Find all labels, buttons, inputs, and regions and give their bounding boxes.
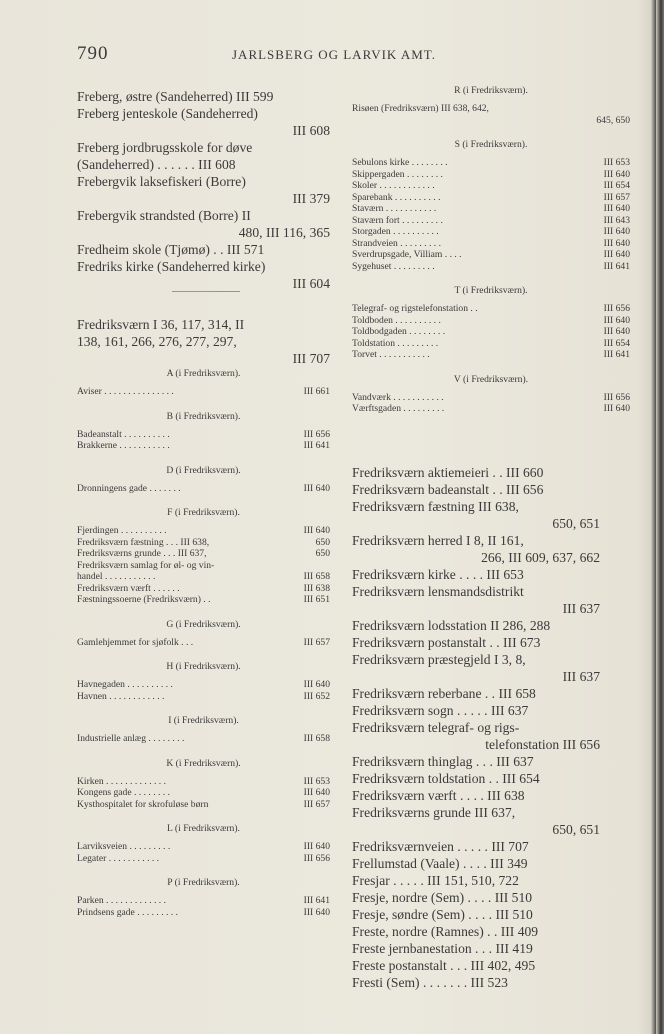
index-entry	[77, 122, 330, 139]
index-entry	[352, 753, 600, 770]
entry-text: Vandværk . . . . . . . . . . .	[352, 391, 444, 403]
index-entry	[352, 617, 600, 634]
street-entry	[77, 733, 330, 745]
index-entry	[352, 702, 600, 719]
letter-heading: R (i Fredriksværn).	[454, 85, 528, 96]
entry-text: Kysthospitalet for skrofuløse børn	[77, 798, 209, 810]
letter-heading: S (i Fredriksværn).	[454, 139, 528, 150]
street-entry	[352, 169, 630, 181]
street-entry	[352, 115, 630, 127]
entry-text: Frebergvik laksefiskeri (Borre)	[77, 174, 246, 189]
letter-section-entries	[352, 103, 630, 126]
letter-section-entries	[77, 733, 330, 745]
entry-text: Parken . . . . . . . . . . . . .	[77, 895, 166, 906]
index-entry	[77, 105, 330, 122]
entry-text: Prindsens gade . . . . . . . . .	[77, 906, 178, 918]
letter-section-entries	[77, 637, 330, 649]
entry-text: Fresje, søndre (Sem) . . . . III 510	[352, 907, 533, 922]
street-entry	[352, 226, 630, 238]
letter-heading: L (i Fredriksværn).	[167, 823, 240, 834]
index-entry	[77, 88, 330, 105]
letter-heading: V (i Fredriksværn).	[453, 373, 529, 385]
index-entry	[352, 498, 600, 515]
street-entry	[352, 103, 630, 115]
entry-reference: III 654	[603, 180, 630, 191]
fredriksvaern-street-index-left	[77, 356, 330, 918]
entry-reference: III 654	[603, 337, 630, 349]
index-entry	[352, 804, 600, 821]
entry-reference: III 658	[303, 571, 330, 582]
index-entry	[352, 770, 600, 787]
entry-reference: III 651	[303, 594, 330, 605]
index-entry	[352, 668, 600, 685]
entry-text: Fredriksværn præstegjeld I 3, 8,	[352, 652, 526, 667]
index-entry	[352, 906, 600, 923]
entry-reference: 650	[315, 548, 330, 559]
street-entry	[352, 215, 630, 227]
entry-text: Freberg jenteskole (Sandeherred)	[77, 106, 258, 121]
index-entry	[352, 583, 600, 600]
entry-text: Sebulons kirke . . . . . . . .	[352, 157, 448, 168]
street-entry	[77, 787, 330, 799]
street-entry	[352, 392, 630, 404]
entry-text: Kirken . . . . . . . . . . . . .	[77, 775, 166, 787]
street-entry	[352, 403, 630, 415]
letter-heading: G (i Fredriksværn).	[166, 618, 241, 630]
entry-text: Fredriksværn thinglag . . . III 637	[352, 754, 534, 769]
index-entry	[77, 333, 330, 350]
entry-text: Havnen . . . . . . . . . . . .	[77, 690, 165, 702]
entry-text: Fredriksværn værft . . . . . .	[77, 582, 180, 594]
entry-text: Fredriksværnveien . . . . . III 707	[352, 839, 529, 854]
entry-text: Fredriksværn postanstalt . . III 673	[352, 635, 541, 650]
letter-heading: T (i Fredriksværn).	[454, 285, 528, 296]
street-entry	[352, 326, 630, 338]
street-entry	[352, 261, 630, 273]
index-entry	[352, 719, 600, 736]
letter-section-entries	[77, 429, 330, 452]
street-entry	[352, 303, 630, 315]
page-edge	[656, 0, 664, 1034]
letter-section-entries	[77, 525, 330, 606]
street-entry	[352, 180, 630, 192]
entry-reference: III 658	[303, 733, 330, 744]
letter-section-entries	[77, 679, 330, 702]
left-entries-top	[77, 88, 330, 292]
entry-reference: III 657	[303, 636, 330, 648]
index-entry	[352, 736, 600, 753]
entry-reference: III 656	[603, 391, 630, 403]
entry-text: Frellumstad (Vaale) . . . . III 349	[352, 856, 528, 871]
index-entry	[352, 923, 600, 940]
entry-text: Legater . . . . . . . . . . .	[77, 852, 160, 864]
entry-reference: 645, 650	[596, 114, 630, 126]
entry-text: Freberg jordbrugsskole for døve	[77, 140, 253, 155]
street-entry	[77, 483, 330, 495]
letter-heading: P (i Fredriksværn).	[167, 877, 240, 888]
entry-reference: III 707	[292, 351, 330, 366]
entry-text: Fredriksværn telegraf- og rigs-	[352, 720, 520, 735]
entry-reference: III 640	[603, 249, 630, 260]
index-entry	[77, 275, 330, 292]
index-entry	[77, 156, 330, 173]
street-entry	[77, 386, 330, 398]
entry-text: 138, 161, 266, 276, 277, 297,	[77, 334, 237, 349]
entry-text: Toldboden . . . . . . . . . .	[352, 314, 441, 326]
street-entry	[352, 338, 630, 350]
entry-reference: III 637	[562, 669, 600, 684]
letter-heading: B (i Fredriksværn).	[166, 410, 241, 422]
running-header: JARLSBERG OG LARVIK AMT.	[232, 47, 437, 62]
entry-text: Fredriksværn kirke . . . . III 653	[352, 567, 524, 582]
index-entry	[77, 173, 330, 190]
street-entry	[77, 594, 330, 606]
index-entry	[352, 600, 600, 617]
entry-text: Fredriksværn I 36, 117, 314, II	[77, 317, 245, 332]
index-entry	[352, 957, 600, 974]
letter-section-entries	[77, 386, 330, 398]
street-entry	[77, 799, 330, 811]
entry-reference: III 652	[303, 690, 330, 702]
entry-text: (Sandeherred) . . . . . . III 608	[77, 157, 236, 172]
entry-reference: 266, III 609, 637, 662	[481, 550, 600, 565]
index-entry	[77, 207, 330, 224]
entry-reference: III 641	[603, 349, 630, 360]
street-entry	[352, 192, 630, 204]
entry-reference: III 653	[603, 157, 630, 168]
entry-text: Fredriksværn lodsstation II 286, 288	[352, 618, 551, 633]
entry-text: Fjerdingen . . . . . . . . . .	[77, 525, 167, 536]
entry-text: Skoler . . . . . . . . . . . .	[352, 180, 435, 191]
index-entry	[352, 481, 600, 498]
street-entry	[77, 841, 330, 853]
entry-text: Aviser . . . . . . . . . . . . . . .	[77, 386, 174, 397]
entry-reference: III 640	[603, 226, 630, 237]
entry-text: Gamlehjemmet for sjøfolk . . .	[77, 636, 194, 648]
entry-reference: III 640	[603, 203, 630, 214]
entry-reference: III 661	[303, 386, 330, 397]
entry-reference: 480, III 116, 365	[238, 225, 330, 240]
entry-text: Fredriksværn samlag for øl- og vin-	[77, 559, 215, 571]
entry-text: Freste postanstalt . . . III 402, 495	[352, 958, 536, 973]
entry-text: Fredriksværn sogn . . . . . III 637	[352, 703, 529, 718]
entry-text: Fredriksværns grunde . . . III 637,	[77, 548, 207, 559]
letter-heading: D (i Fredriksværn).	[166, 464, 241, 476]
entry-reference: III 640	[303, 525, 330, 536]
street-entry	[77, 853, 330, 865]
letter-heading: K (i Fredriksværn).	[166, 757, 241, 769]
entry-text: Fredriksværn aktiemeieri . . III 660	[352, 465, 544, 480]
entry-reference: III 604	[292, 276, 330, 291]
entry-text: Freste, nordre (Ramnes) . . III 409	[352, 924, 539, 939]
entry-text: Staværn . . . . . . . . . . .	[352, 203, 437, 214]
index-entry	[77, 316, 330, 333]
street-entry	[352, 203, 630, 215]
index-entry	[352, 889, 600, 906]
street-entry	[77, 583, 330, 595]
street-entry	[77, 907, 330, 919]
letter-section-entries	[352, 157, 630, 272]
street-entry	[77, 525, 330, 537]
entry-text: Strandveien . . . . . . . . .	[352, 237, 441, 249]
entry-reference: III 640	[603, 403, 630, 414]
letter-section-entries	[77, 483, 330, 495]
entry-reference: III 643	[603, 214, 630, 226]
entry-text: Industrielle anlæg . . . . . . . .	[77, 733, 185, 744]
street-entry	[352, 315, 630, 327]
entry-reference: III 640	[303, 482, 330, 494]
entry-text: Freste jernbanestation . . . III 419	[352, 941, 533, 956]
index-entry	[352, 515, 600, 532]
index-entry	[77, 190, 330, 207]
street-entry	[77, 637, 330, 649]
entry-text: Toldstation . . . . . . . . .	[352, 337, 439, 349]
street-entry	[77, 776, 330, 788]
right-entries-bottom	[352, 464, 600, 991]
entry-reference: III 640	[603, 168, 630, 180]
entry-reference: III 657	[303, 798, 330, 810]
entry-text: Havnegaden . . . . . . . . . .	[77, 679, 173, 690]
entry-reference: III 640	[303, 679, 330, 690]
entry-reference: telefonstation III 656	[485, 737, 600, 752]
entry-text: Brakkerne . . . . . . . . . . .	[77, 440, 170, 451]
index-entry	[352, 787, 600, 804]
index-entry	[352, 685, 600, 702]
index-entry	[352, 634, 600, 651]
section-divider	[172, 291, 240, 292]
entry-text: Fredriksværn fæstning III 638,	[352, 499, 519, 514]
entry-reference: III 641	[603, 260, 630, 272]
entry-text: Fredriksværn fæstning . . . III 638,	[77, 536, 210, 548]
entry-text: handel . . . . . . . . . . .	[77, 571, 156, 582]
index-entry	[352, 566, 600, 583]
street-entry	[352, 157, 630, 169]
index-entry	[77, 258, 330, 275]
street-entry	[77, 560, 330, 572]
entry-text: Fredriksværn herred I 8, II 161,	[352, 533, 524, 548]
entry-text: Torvet . . . . . . . . . . .	[352, 349, 430, 360]
street-entry	[77, 429, 330, 441]
entry-reference: 650, 651	[552, 822, 600, 837]
letter-heading: I (i Fredriksværn).	[168, 715, 239, 726]
entry-text: Sygehuset . . . . . . . . .	[352, 260, 435, 272]
index-entry	[352, 940, 600, 957]
index-entry	[352, 855, 600, 872]
entry-text: Sparebank . . . . . . . . . .	[352, 191, 441, 203]
entry-text: Larviksveien . . . . . . . . .	[77, 841, 171, 852]
entry-text: Fredriksværn lensmandsdistrikt	[352, 584, 524, 599]
entry-reference: III 640	[603, 237, 630, 249]
index-entry	[352, 549, 600, 566]
entry-text: Skippergaden . . . . . . . .	[352, 168, 443, 180]
entry-text: Fredriks kirke (Sandeherred kirke)	[77, 259, 266, 274]
letter-heading: H (i Fredriksværn).	[166, 661, 241, 672]
entry-text: Fresjar . . . . . III 151, 510, 722	[352, 873, 519, 888]
entry-text: Fredriksværn badeanstalt . . III 656	[352, 482, 544, 497]
street-entry	[77, 548, 330, 560]
entry-text: Kongens gade . . . . . . . .	[77, 787, 170, 798]
street-entry	[352, 238, 630, 250]
entry-reference: III 641	[303, 895, 330, 906]
street-entry	[352, 349, 630, 361]
entry-reference: III 640	[303, 841, 330, 852]
entry-text: Risøen (Fredriksværn) III 638, 642,	[352, 103, 489, 114]
index-entry	[77, 224, 330, 241]
street-entry	[77, 895, 330, 907]
entry-text: Frebergvik strandsted (Borre) II	[77, 208, 251, 223]
entry-text: Sverdrupsgade, Villiam . . . .	[352, 249, 462, 260]
entry-reference: III 640	[603, 326, 630, 337]
index-entry	[352, 838, 600, 855]
entry-reference: III 657	[603, 191, 630, 203]
entry-reference: III 638	[303, 582, 330, 594]
entry-text: Toldbodgaden . . . . . . . .	[352, 326, 446, 337]
entry-reference: III 640	[303, 906, 330, 918]
index-entry	[352, 532, 600, 549]
letter-heading: F (i Fredriksværn).	[167, 507, 240, 518]
index-entry	[77, 241, 330, 258]
index-entry	[352, 464, 600, 481]
entry-reference: III 641	[303, 440, 330, 451]
entry-reference: III 656	[303, 428, 330, 440]
street-entry	[352, 249, 630, 261]
index-entry	[77, 139, 330, 156]
street-entry	[77, 691, 330, 703]
index-entry	[352, 872, 600, 889]
entry-reference: III 653	[303, 775, 330, 787]
street-entry	[77, 571, 330, 583]
entry-text: Værftsgaden . . . . . . . . .	[352, 403, 445, 414]
entry-text: Fredriksværn toldstation . . III 654	[352, 771, 540, 786]
entry-text: Fredriksværns grunde III 637,	[352, 805, 516, 820]
entry-text: Fredheim skole (Tjømø) . . III 571	[77, 242, 265, 257]
fredriksvaern-street-index-right	[352, 75, 630, 415]
entry-text: Badeanstalt . . . . . . . . . .	[77, 428, 170, 440]
letter-section-entries	[352, 392, 630, 415]
letter-section-entries	[352, 303, 630, 361]
letter-section-entries	[77, 841, 330, 864]
entry-text: Fredriksværn værft . . . . III 638	[352, 788, 525, 803]
entry-reference: III 640	[303, 787, 330, 798]
entry-text: Fredriksværn reberbane . . III 658	[352, 686, 536, 701]
letter-heading: A (i Fredriksværn).	[166, 368, 241, 379]
page-number: 790	[77, 43, 109, 64]
index-entry	[352, 651, 600, 668]
letter-section-entries	[77, 776, 330, 811]
entry-reference: 650, 651	[552, 516, 600, 531]
entry-reference: III 656	[603, 303, 630, 314]
entry-text: Storgaden . . . . . . . . . .	[352, 226, 439, 237]
entry-reference: III 637	[562, 601, 600, 616]
entry-text: Fæstningssoerne (Fredriksværn) . .	[77, 594, 211, 605]
street-entry	[77, 679, 330, 691]
entry-text: Fresti (Sem) . . . . . . . III 523	[352, 975, 508, 990]
entry-text: Fresje, nordre (Sem) . . . . III 510	[352, 890, 533, 905]
letter-section-entries	[77, 895, 330, 918]
entry-reference: III 379	[292, 191, 330, 206]
entry-text: Telegraf- og rigstelefonstation . .	[352, 303, 478, 314]
entry-reference: III 656	[303, 852, 330, 864]
index-entry	[352, 821, 600, 838]
entry-text: Dronningens gade . . . . . . .	[77, 482, 181, 494]
index-entry	[352, 974, 600, 991]
street-entry	[77, 537, 330, 549]
street-entry	[77, 440, 330, 452]
entry-text: Freberg, østre (Sandeherred) III 599	[77, 89, 274, 104]
entry-reference: 650	[315, 536, 330, 548]
entry-text: Staværn fort . . . . . . . . .	[352, 214, 443, 226]
entry-reference: III 608	[292, 123, 330, 138]
entry-reference: III 640	[603, 314, 630, 326]
